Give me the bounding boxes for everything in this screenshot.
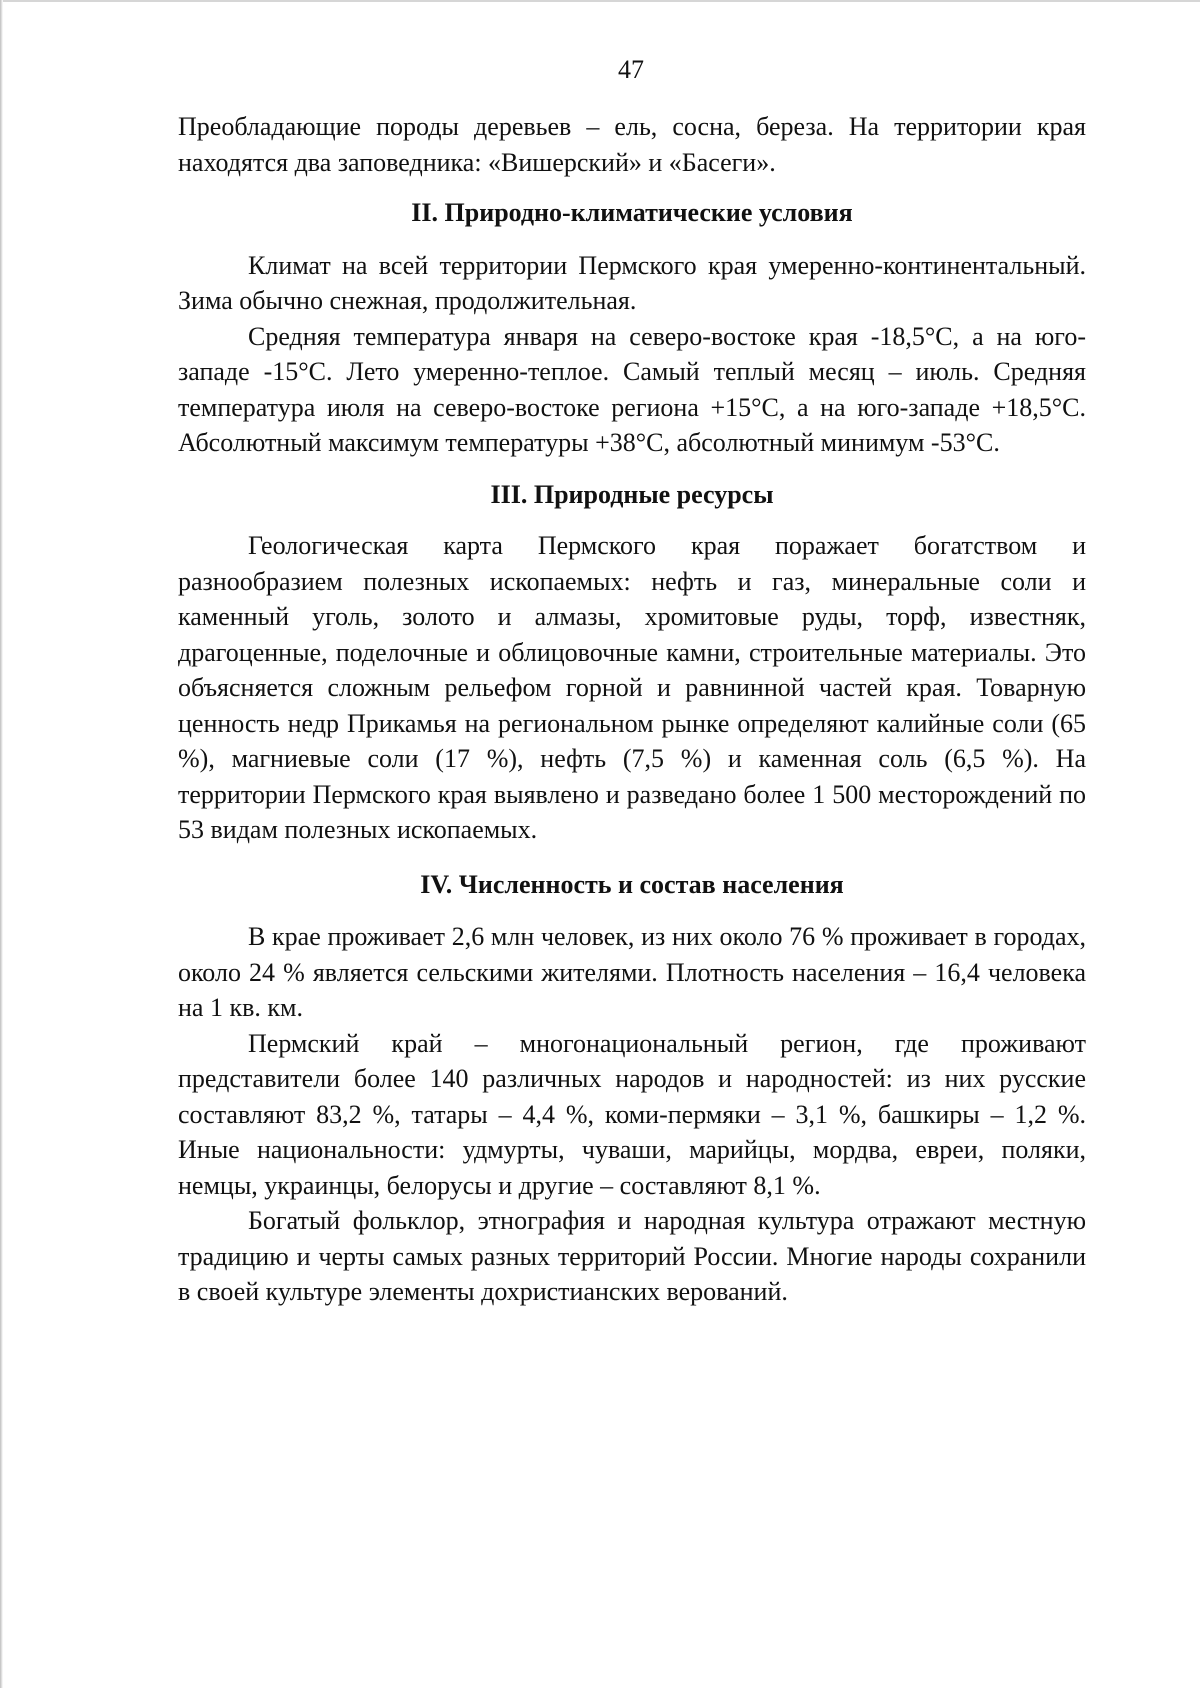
section-4-heading: IV. Численность и состав населения: [420, 869, 844, 899]
section-4-paragraph-2: Пермский край – многонациональный регион, где проживают представители более 140 различных народов и народностей: из них русские составляют 83,2 %, татары – 4,4 %, коми-пермяки – 3,1 %, башкиры – 1,2 %. Иные национальности: удмурты, чуваши, марийцы, мордва, евреи, поляки, немцы, украинцы, белорусы и другие – составляют 8,1 %.: [178, 1028, 1086, 1200]
section-4-paragraph-3: Богатый фольклор, этнография и народная культура отражают местную традицию и черты самых разных территорий России. Многие народы сохранили в своей культуре элементы дохристианских верований.: [178, 1206, 1086, 1306]
scan-top-edge: [0, 0, 1200, 2]
scan-left-edge: [0, 0, 3, 1688]
section-3-heading: III. Природные ресурсы: [490, 479, 774, 509]
section-2-heading: II. Природно-климатические условия: [411, 198, 853, 227]
document-body: [178, 109, 1086, 1310]
intro-paragraph: Преобладающие породы деревьев – ель, сосна, береза. На территории края находятся два заповедника: «Вишерский» и «Басеги».: [178, 112, 1086, 177]
section-4-paragraph-1: В крае проживает 2,6 млн человек, из них около 76 % проживает в городах, около 24 % является сельскими жителями. Плотность населения – 16,4 человека на 1 кв. км.: [178, 922, 1086, 1022]
section-3-paragraph-1: Геологическая карта Пермского края поражает богатством и разнообразием полезных ископаемых: нефть и газ, минеральные соли и каменный уголь, золото и алмазы, хромитовые руды, торф, известняк, драгоценные, поделочные и облицовочные камни, строительные материалы. Это объясняется сложным рельефом горной и равнинной частей края. Товарную ценность недр Прикамья на региональном рынке определяют калийные соли (65 %), магниевые соли (17 %), нефть (7,5 %) и каменная соль (6,5 %). На территории Пермского края выявлено и разведано более 1 500 месторождений по 53 видам полезных ископаемых.: [178, 531, 1086, 844]
section-2-paragraph-1: Климат на всей территории Пермского края умеренно-континентальный. Зима обычно снежная, продолжительная.: [178, 250, 1086, 315]
page-number: 47: [618, 55, 644, 84]
section-2-paragraph-2: Средняя температура января на северо-востоке края -18,5°С, а на юго-западе -15°С. Лето умеренно-теплое. Самый теплый месяц – июль. Средняя температура июля на северо-востоке региона +15°С, а на юго-западе +18,5°С. Абсолютный максимум температуры +38°С, абсолютный минимум -53°С.: [178, 321, 1086, 457]
